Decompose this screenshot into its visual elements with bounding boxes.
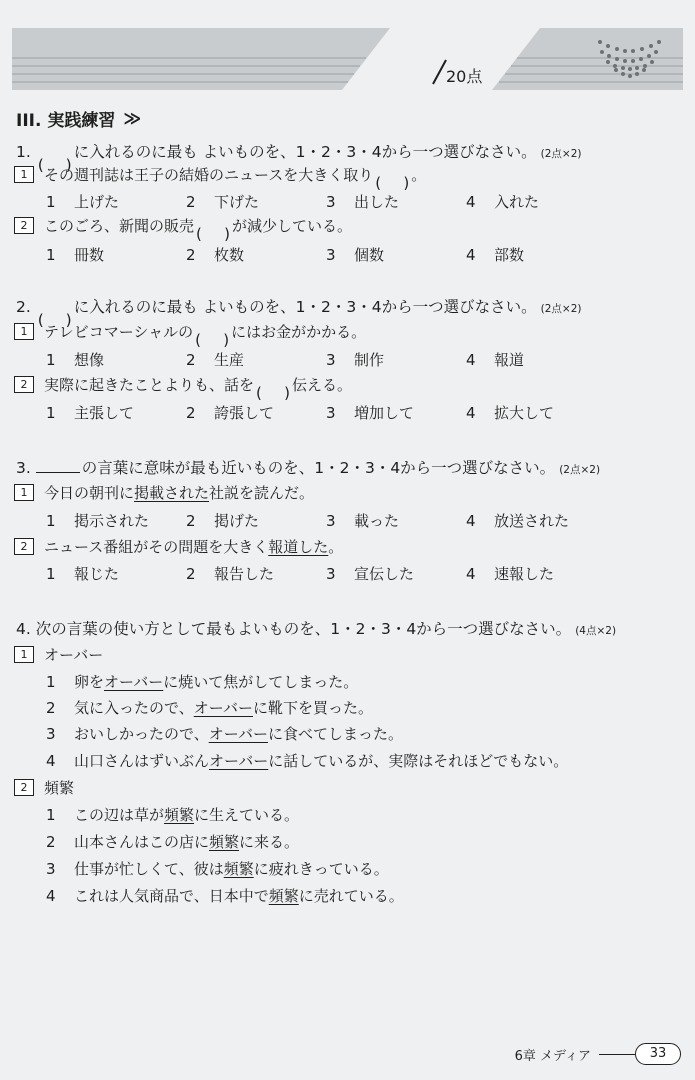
question-number: 3.: [16, 459, 31, 477]
choice: 2 生産: [186, 351, 245, 369]
usage-sentence: 2 気に入ったので、オーバーに靴下を買った。: [46, 699, 373, 717]
points: (2点×2): [559, 464, 601, 476]
choice: 3 個数: [326, 246, 385, 264]
item-text-after: が減少している。: [232, 217, 353, 235]
item-text-before: テレビコマーシャルの: [44, 323, 194, 341]
item-number-box: 1: [14, 323, 34, 340]
item-text-after: にはお金がかかる。: [231, 323, 367, 341]
q1-item-2: [14, 215, 352, 236]
choice: 4 拡大して: [466, 404, 555, 422]
usage-sentence: 4 山口さんはずいぶんオーバーに話しているが、実際はそれほどでもない。: [46, 752, 569, 770]
item-text-after: 。: [328, 538, 344, 556]
header-banner: [12, 28, 683, 90]
choice: 1 上げた: [46, 193, 120, 211]
choice: 3 出した: [326, 193, 400, 211]
section-title: [16, 106, 135, 131]
target-word: 頻繁: [44, 779, 75, 797]
points: (2点×2): [540, 148, 582, 160]
item-number-box: 2: [14, 538, 34, 555]
question-3-instruction: [16, 456, 600, 478]
item-text-before: このごろ、新聞の販売: [44, 217, 195, 235]
q1-item-1: [14, 164, 426, 185]
choice: 2 掲げた: [186, 512, 260, 530]
usage-sentence: 3 仕事が忙しくて、彼は頻繁に疲れきっている。: [46, 860, 389, 878]
question-number: 2.: [16, 298, 31, 316]
choice: 2 下げた: [186, 193, 260, 211]
q2-item-1: [14, 321, 366, 342]
q2-item-2: [14, 374, 352, 395]
item-number-box: 2: [14, 779, 34, 796]
choice: 3 増加して: [326, 404, 415, 422]
question-number: 1.: [16, 143, 31, 161]
usage-sentence: 3 おいしかったので、オーバーに食べてしまった。: [46, 725, 403, 743]
usage-sentence: 2 山本さんはこの店に頻繁に来る。: [46, 833, 300, 851]
q3-item-1: [14, 482, 314, 503]
question-1-instruction: [16, 140, 581, 162]
item-text-after: 。: [411, 166, 427, 184]
underlined-word: 報道した: [268, 538, 329, 556]
target-word: オーバー: [44, 646, 104, 664]
usage-sentence: 4 これは人気商品で、日本中で頻繁に売れている。: [46, 887, 404, 905]
choice: 2 枚数: [186, 246, 245, 264]
choice: 4 報道: [466, 351, 525, 369]
q3-item-2: [14, 536, 343, 557]
item-text-after: 伝える。: [292, 376, 353, 394]
item-number-box: 1: [14, 484, 34, 501]
score-label: 20点: [446, 67, 483, 86]
choice: 4 速報した: [466, 565, 555, 583]
item-number-box: 2: [14, 376, 34, 393]
question-2-instruction: [16, 295, 581, 317]
double-chevron-icon: ≫: [123, 108, 136, 129]
underline-blank: [36, 458, 80, 473]
question-text: に入れるのに最も よいものを、1・2・3・4から一つ選びなさい。: [73, 143, 537, 161]
choice: 1 掲示された: [46, 512, 150, 530]
question-text: 次の言葉の使い方として最もよいものを、1・2・3・4から一つ選びなさい。: [35, 620, 572, 638]
choice: 1 冊数: [46, 246, 105, 264]
score-box: [424, 52, 504, 92]
choice: 3 制作: [326, 351, 385, 369]
choice: 1 主張して: [46, 404, 135, 422]
item-text-before: 実際に起きたことよりも、話を: [44, 376, 255, 394]
section-title-text: III. 実践練習: [16, 111, 116, 131]
question-4-instruction: [16, 617, 616, 639]
choice: 4 入れた: [466, 193, 540, 211]
usage-sentence: 1 卵をオーバーに焼いて焦がしてしまった。: [46, 673, 359, 691]
choice: 4 部数: [466, 246, 525, 264]
item-text-after: 社説を読んだ。: [209, 484, 315, 502]
question-number: 4.: [16, 620, 31, 638]
usage-sentence: 1 この辺は草が頻繁に生えている。: [46, 806, 300, 824]
question-text: に入れるのに最も よいものを、1・2・3・4から一つ選びなさい。: [73, 298, 537, 316]
choice: 2 誇張して: [186, 404, 275, 422]
footer-rule: [599, 1054, 635, 1055]
item-number-box: 1: [14, 646, 34, 663]
chapter-label: 6章 メディア: [514, 1048, 591, 1064]
choice: 4 放送された: [466, 512, 570, 530]
item-text-before: 今日の朝刊に: [44, 484, 135, 502]
item-number-box: 2: [14, 217, 34, 234]
choice: 2 報告した: [186, 565, 275, 583]
underlined-word: 掲載された: [134, 484, 210, 502]
choice: 1 想像: [46, 351, 105, 369]
q4-item-2: [14, 777, 74, 798]
item-text-before: ニュース番組がその問題を大きく: [44, 538, 269, 556]
choice: 3 載った: [326, 512, 400, 530]
page-footer: [515, 1043, 681, 1065]
item-number-box: 1: [14, 166, 34, 183]
page-number: 33: [635, 1043, 681, 1065]
points: (4点×2): [575, 625, 617, 637]
q4-item-1: [14, 644, 103, 665]
question-text: の言葉に意味が最も近いものを、1・2・3・4から一つ選びなさい。: [81, 459, 556, 477]
choice: 3 宣伝した: [326, 565, 415, 583]
choice: 1 報じた: [46, 565, 120, 583]
item-text-before: その週刊誌は王子の結婚のニュースを大きく取り: [44, 166, 374, 184]
points: (2点×2): [540, 303, 582, 315]
